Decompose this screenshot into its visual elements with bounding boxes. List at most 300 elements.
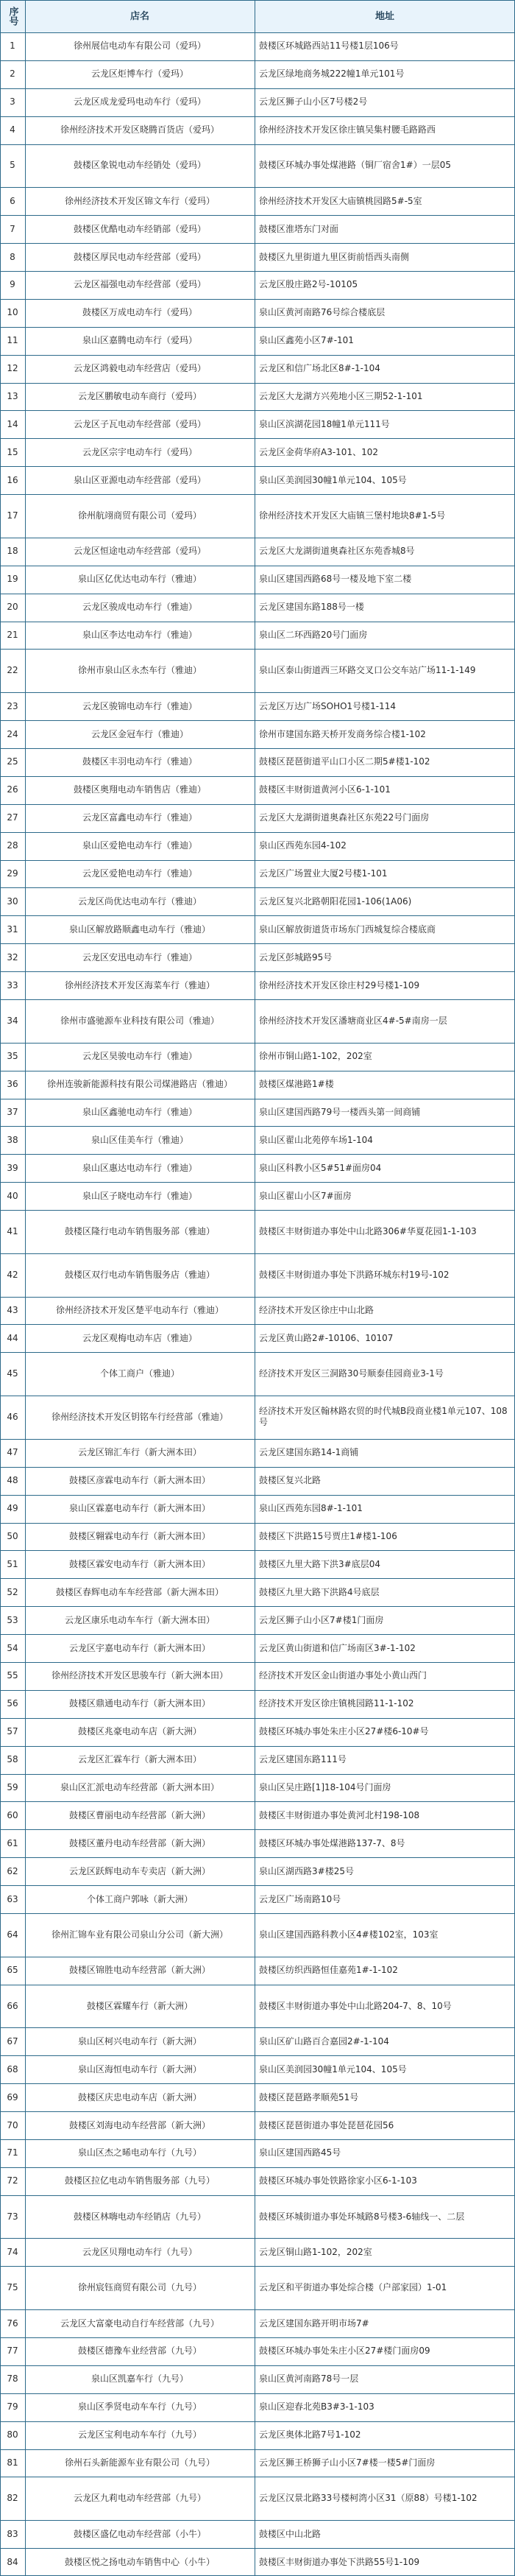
- store-name: 云龙区金冠车行（雅迪）: [90, 728, 188, 739]
- store-address: 泉山区科教小区5#51#面房04: [259, 1162, 382, 1173]
- store-address: 徐州经济技术开发区徐庄镇吴集村腰毛路路西: [259, 124, 436, 136]
- store-name: 鼓楼区优酷电动车经销部（爱玛）: [73, 223, 206, 234]
- row-divider: [0, 1467, 515, 1468]
- store-address: 泉山区迎春北苑B3#3-1-103: [259, 2401, 374, 2413]
- row-number: 43: [7, 1305, 18, 1316]
- store-name: 鼓楼区万成电动车行（爱玛）: [82, 307, 197, 318]
- store-address: 鼓楼区环城办事处朱庄小区27#楼6-10#号: [259, 1726, 429, 1737]
- store-name: 鼓楼区奥翔电动车销售店（雅迪）: [73, 784, 206, 795]
- store-address: 云龙区大龙湖方兴苑地小区三期52-1-101: [259, 391, 423, 401]
- row-divider: [0, 1523, 515, 1524]
- row-divider: [0, 271, 515, 272]
- row-number: 51: [7, 1558, 18, 1569]
- row-divider: [0, 1885, 515, 1886]
- row-divider: [0, 2083, 515, 2084]
- store-name: 泉山区凯嘉车行（九号）: [90, 2373, 188, 2385]
- store-address: 鼓楼区丰财街道办事处下洪路55号1-109: [259, 2556, 420, 2567]
- store-address: 经济技术开发区徐庄镇桃园路11-1-102: [259, 1698, 414, 1709]
- store-address: 鼓楼区丰财街道办事处下洪路环城东村19号-102: [259, 1269, 450, 1280]
- row-divider: [0, 2195, 515, 2196]
- row-number: 45: [7, 1368, 18, 1379]
- row-divider: [0, 1746, 515, 1747]
- store-name: 云龙区宗宇电动车行（爱玛）: [82, 446, 197, 457]
- row-divider: [0, 1801, 515, 1802]
- store-name: 云龙区恒途电动车经营部（爱玛）: [73, 546, 206, 557]
- row-number: 8: [10, 251, 15, 262]
- store-name: 云龙区宝利电动车车行（九号）: [77, 2429, 202, 2440]
- row-divider: [0, 832, 515, 833]
- store-name: 云龙区宇嘉电动车行（新大洲本田）: [68, 1642, 210, 1653]
- store-address: 泉山区鑫苑小区7#-101: [259, 335, 354, 346]
- store-name: 个体工商户（雅迪）: [99, 1368, 180, 1379]
- row-number: 16: [7, 474, 18, 485]
- store-name: 泉山区嘉腾电动车行（爱玛）: [82, 335, 197, 346]
- row-number: 23: [7, 700, 18, 711]
- store-address: 经济技术开发区金山街道办事处小黄山西门: [259, 1670, 427, 1681]
- row-divider: [0, 887, 515, 888]
- store-name: 鼓楼区曹丽电动车经营部（新大洲）: [68, 1809, 210, 1820]
- row-divider: [0, 187, 515, 188]
- row-divider: [0, 327, 515, 328]
- row-number: 24: [7, 728, 18, 739]
- store-name: 云龙区成龙爱玛电动车行（爱玛）: [73, 96, 206, 108]
- row-divider: [0, 2111, 515, 2112]
- row-divider: [0, 2393, 515, 2394]
- store-name: 云龙区尚优达电动车行（雅迪）: [77, 895, 202, 907]
- store-name: 泉山区解放路顺鑫电动车行（雅迪）: [68, 923, 210, 935]
- row-number: 61: [7, 1837, 18, 1848]
- row-number: 44: [7, 1332, 18, 1343]
- column-divider: [0, 0, 1, 2576]
- row-number: 60: [7, 1809, 18, 1820]
- store-address: 云龙区金荷华府A3-101、102: [259, 446, 378, 457]
- row-number: 77: [7, 2346, 18, 2357]
- store-name: 徐州连骏新能源科技有限公司煤港路店（雅迪）: [46, 1079, 232, 1090]
- row-number: 72: [7, 2175, 18, 2186]
- row-divider: [0, 1154, 515, 1155]
- store-address: 鼓楼区复兴北路: [259, 1475, 322, 1486]
- store-name: 泉山区鑫驰电动车行（雅迪）: [82, 1106, 197, 1117]
- store-address: 鼓楼区下洪路15号贾庄1#楼1-106: [259, 1530, 397, 1541]
- row-divider: [0, 804, 515, 805]
- row-divider: [0, 1662, 515, 1663]
- store-name: 徐州航翊商贸有限公司（爱玛）: [77, 510, 202, 521]
- store-name: 鼓楼区霖耀车行（新大洲）: [86, 2000, 193, 2011]
- store-address: 云龙区黄山街道和信广场南区3#-1-102: [259, 1642, 416, 1653]
- row-number: 75: [7, 2282, 18, 2293]
- row-divider: [0, 215, 515, 216]
- store-name: 鼓楼区锦胜电动车经营部（新大洲）: [68, 1965, 210, 1976]
- row-divider: [0, 355, 515, 356]
- store-name: 云龙区九莉电动车经营部（九号）: [73, 2493, 206, 2504]
- store-address: 云龙区汉景北路33号楼柯湾小区31（原88）号楼1-102: [259, 2493, 477, 2504]
- row-divider: [0, 1352, 515, 1353]
- row-divider: [0, 1439, 515, 1440]
- row-number: 17: [7, 510, 18, 521]
- row-number: 47: [7, 1447, 18, 1458]
- row-divider: [0, 776, 515, 777]
- row-number: 13: [7, 391, 18, 401]
- store-name: 鼓楼区兆豪电动车店（新大洲）: [77, 1726, 202, 1737]
- row-number: 36: [7, 1079, 18, 1090]
- store-name: 云龙区富鑫电动车行（雅迪）: [82, 812, 197, 823]
- row-number: 32: [7, 951, 18, 963]
- row-number: 48: [7, 1475, 18, 1486]
- store-address: 云龙区奥体北路7号1-102: [259, 2429, 361, 2440]
- row-divider: [0, 2337, 515, 2338]
- store-name: 鼓楼区拉亿电动车销售服务部（九号）: [64, 2175, 215, 2186]
- row-number: 18: [7, 546, 18, 557]
- row-divider: [0, 144, 515, 145]
- store-name: 鼓楼区悦之扬电动车销售中心（小牛）: [64, 2556, 215, 2567]
- store-name: 徐州经济技术开发区锦文车行（爱玛）: [64, 195, 215, 206]
- store-address: 云龙区万达广场SOHO1号楼1-114: [259, 700, 397, 711]
- store-name: 泉山区爱艳电动车行（雅迪）: [82, 840, 197, 851]
- row-number: 83: [7, 2528, 18, 2539]
- store-address: 鼓楼区琵琶街道办事处琵琶花园56: [259, 2119, 394, 2130]
- store-name: 泉山区子晓电动车行（雅迪）: [82, 1190, 197, 1201]
- store-address: 泉山区黄河南路78号一层: [259, 2373, 359, 2385]
- store-address: 鼓楼区琵琶路孝顺苑51号: [259, 2091, 359, 2102]
- row-divider: [0, 299, 515, 300]
- store-name: 徐州经济技术开发区思骏车行（新大洲本田）: [51, 1670, 228, 1681]
- store-name: 徐州展信电动车有限公司（爱玛）: [73, 41, 206, 52]
- store-address: 云龙区狮王桥狮子山小区7#楼一楼5#门面房: [259, 2457, 436, 2468]
- store-address: 鼓楼区丰财街道黄河小区6-1-101: [259, 784, 391, 795]
- row-number: 56: [7, 1698, 18, 1709]
- store-name: 鼓楼区春辉电动车车经营部（新大洲本田）: [55, 1586, 224, 1597]
- row-number: 12: [7, 363, 18, 374]
- row-number: 22: [7, 665, 18, 676]
- row-number: 11: [7, 335, 18, 346]
- store-name: 鼓楼区林嗨电动车经销店（九号）: [73, 2211, 206, 2222]
- row-divider: [0, 1126, 515, 1127]
- row-number: 68: [7, 2063, 18, 2074]
- store-name: 鼓楼区德豫车业经营部（九号）: [77, 2346, 202, 2357]
- row-divider: [0, 2027, 515, 2028]
- store-name: 鼓楼区刘海电动车经营部（新大洲）: [68, 2119, 210, 2130]
- row-number: 28: [7, 840, 18, 851]
- store-address: 云龙区大龙湖街道奥森社区东苑22号门面房: [259, 812, 430, 823]
- store-name: 泉山区海恒电动车行（新大洲）: [77, 2063, 202, 2074]
- row-number: 53: [7, 1614, 18, 1625]
- row-number: 50: [7, 1530, 18, 1541]
- row-divider: [0, 2421, 515, 2422]
- store-address: 鼓楼区环城办事处煤港路（铜厂宿舍1#）一层05: [259, 160, 451, 171]
- row-divider: [0, 1182, 515, 1183]
- row-divider: [0, 915, 515, 916]
- store-name: 泉山区柯兴电动车行（新大洲）: [77, 2035, 202, 2047]
- row-number: 42: [7, 1269, 18, 1280]
- row-divider: [0, 1829, 515, 1830]
- store-name: 泉山区汇派电动车经营部（新大洲本田）: [60, 1781, 219, 1792]
- row-divider: [0, 999, 515, 1000]
- store-name: 徐州宸钰商贸有限公司（九号）: [77, 2282, 202, 2293]
- row-divider: [0, 2365, 515, 2366]
- row-number: 69: [7, 2091, 18, 2102]
- store-name: 泉山区杰之晞电动车行（九号）: [77, 2147, 202, 2158]
- row-number: 84: [7, 2556, 18, 2567]
- row-number: 7: [10, 223, 15, 234]
- store-address: 云龙区黄山路2#-10106、10107: [259, 1332, 394, 1343]
- store-name: 云龙区跃辉电动车专卖店（新大洲）: [68, 1865, 210, 1876]
- store-address: 泉山区西苑东园8#-1-101: [259, 1503, 363, 1514]
- row-divider: [0, 748, 515, 749]
- store-name: 云龙区安迅电动车行（雅迪）: [82, 951, 197, 963]
- store-address: 泉山区建国西路79号一楼西头第一间商铺: [259, 1106, 421, 1117]
- row-number: 25: [7, 756, 18, 767]
- store-address: 徐州市建国东路天桥开发商务综合楼1-102: [259, 728, 426, 739]
- store-name: 个体工商户郭咏（新大洲）: [86, 1893, 193, 1904]
- store-address: 鼓楼区丰财街道办事处中山北路204-7、8、10号: [259, 2000, 452, 2011]
- store-address: 云龙区狮子山小区7号楼2号: [259, 96, 368, 108]
- row-divider: [0, 2309, 515, 2310]
- row-divider: [0, 692, 515, 693]
- store-name: 泉山区霖嘉电动车行（新大洲本田）: [68, 1503, 210, 1514]
- row-divider: [0, 2449, 515, 2450]
- store-address: 泉山区翟山北苑停车场1-104: [259, 1134, 373, 1145]
- store-address: 云龙区复兴北路朝阳花园1-106(1A06): [259, 895, 412, 907]
- store-name: 云龙区福强电动车经营部（爱玛）: [73, 279, 206, 290]
- store-address: 鼓楼区淮塔东门对面: [259, 223, 339, 234]
- store-address: 泉山区建国西路45号: [259, 2147, 341, 2158]
- store-address: 鼓楼区九里大路下洪3#底层04: [259, 1558, 380, 1569]
- store-address: 泉山区滨湖花园18幢1单元111号: [259, 418, 390, 429]
- row-divider: [0, 1774, 515, 1775]
- store-address: 云龙区殷庄路2号-10105: [259, 279, 358, 290]
- store-address: 云龙区铜山路1-102，202室: [259, 2246, 372, 2257]
- row-number: 54: [7, 1642, 18, 1653]
- row-divider: [0, 1550, 515, 1551]
- row-number: 3: [10, 96, 15, 108]
- row-number: 41: [7, 1225, 18, 1236]
- store-name: 云龙区大富豪电动自行车经营部（九号）: [60, 2318, 219, 2329]
- row-divider: [0, 243, 515, 244]
- store-name: 云龙区昊骏电动车行（雅迪）: [82, 1051, 197, 1062]
- row-number: 62: [7, 1865, 18, 1876]
- store-name: 云龙区康乐电动车车行（新大洲本田）: [64, 1614, 215, 1625]
- row-divider: [0, 383, 515, 384]
- row-number: 66: [7, 2000, 18, 2011]
- row-number: 33: [7, 979, 18, 990]
- store-address: 徐州经济技术开发区徐庄村29号楼1-109: [259, 979, 420, 990]
- store-address: 徐州市铜山路1-102，202室: [259, 1051, 372, 1062]
- row-number: 58: [7, 1754, 18, 1765]
- store-address: 云龙区广场置业大厦2号楼1-101: [259, 868, 388, 879]
- store-address: 云龙区广场南路10号: [259, 1893, 341, 1904]
- row-number: 64: [7, 1929, 18, 1940]
- store-address: 鼓楼区九里大路下洪路4号底层: [259, 1586, 380, 1597]
- store-address: 鼓楼区中山北路: [259, 2528, 322, 2539]
- store-address: 云龙区大龙湖街道奥森社区东苑香城8号: [259, 546, 415, 557]
- store-name: 鼓楼区鼎通电动车行（新大洲本田）: [68, 1698, 210, 1709]
- row-number: 74: [7, 2246, 18, 2257]
- row-number: 1: [10, 41, 15, 52]
- row-number: 71: [7, 2147, 18, 2158]
- store-name: 泉山区季贤电动车车行（九号）: [77, 2401, 202, 2413]
- row-number: 79: [7, 2401, 18, 2413]
- row-divider: [0, 943, 515, 944]
- row-divider: [0, 1690, 515, 1691]
- store-name: 徐州经济技术开发区晓腾百货店（爱玛）: [60, 124, 219, 136]
- row-number: 70: [7, 2119, 18, 2130]
- row-number: 76: [7, 2318, 18, 2329]
- store-name: 云龙区鹏敏电动车商行（爱玛）: [77, 391, 202, 401]
- store-address: 泉山区二环西路20号门面房: [259, 629, 368, 640]
- store-address: 鼓楼区煤港路1#楼: [259, 1079, 334, 1090]
- store-address: 泉山区美润园30幢1单元104、105号: [259, 474, 407, 485]
- store-name: 鼓楼区丰羽电动车行（雅迪）: [82, 756, 197, 767]
- store-address: 泉山区湖西路3#楼25号: [259, 1865, 354, 1876]
- store-address: 云龙区绿地商务城222幢1单元101号: [259, 68, 405, 80]
- store-name: 泉山区亚源电动车经营部（爱玛）: [73, 474, 206, 485]
- store-name: 云龙区鸿毅电动车经营店（爱玛）: [73, 363, 206, 374]
- row-number: 29: [7, 868, 18, 879]
- row-divider: [0, 1578, 515, 1579]
- row-divider: [0, 2238, 515, 2239]
- row-number: 6: [10, 195, 15, 206]
- row-number: 9: [10, 279, 15, 290]
- row-divider: [0, 2548, 515, 2549]
- store-name: 云龙区骏成电动车行（雅迪）: [82, 602, 197, 613]
- row-divider: [0, 1857, 515, 1858]
- store-name: 云龙区爱艳电动车行（雅迪）: [82, 868, 197, 879]
- row-number: 26: [7, 784, 18, 795]
- store-address: 泉山区翟山小区7#面房: [259, 1190, 352, 1201]
- row-number: 63: [7, 1893, 18, 1904]
- store-name: 鼓楼区董丹电动车经营部（新大洲）: [68, 1837, 210, 1848]
- row-divider: [0, 2139, 515, 2140]
- store-name: 云龙区子瓦电动车经营部（爱玛）: [73, 418, 206, 429]
- row-number: 59: [7, 1781, 18, 1792]
- store-address: 泉山区美润园30幢1单元104、105号: [259, 2063, 407, 2074]
- store-name: 泉山区亿优达电动车行（雅迪）: [77, 574, 202, 585]
- row-divider: [0, 116, 515, 117]
- store-name: 徐州经济技术开发区海菜车行（雅迪）: [64, 979, 215, 990]
- row-number: 20: [7, 602, 18, 613]
- store-address: 云龙区彭城路95号: [259, 951, 333, 963]
- store-address: 云龙区和平街道办事处综合楼（户部家园）1-01: [259, 2282, 447, 2293]
- store-address: 泉山区建国西路科教小区4#楼102室，103室: [259, 1929, 438, 1940]
- row-divider: [0, 1297, 515, 1298]
- header-no: 序号: [0, 0, 25, 32]
- store-name: 泉山区惠达电动车行（雅迪）: [82, 1162, 197, 1173]
- row-divider: [0, 1043, 515, 1044]
- row-divider: [0, 438, 515, 439]
- row-number: 27: [7, 812, 18, 823]
- row-divider: [0, 2055, 515, 2056]
- store-name: 鼓楼区彦霖电动车行（新大洲本田）: [68, 1475, 210, 1486]
- row-divider: [0, 2266, 515, 2267]
- header-address: 地址: [255, 0, 515, 32]
- row-divider: [0, 2167, 515, 2168]
- row-divider: [0, 860, 515, 861]
- store-address: 云龙区建国东路111号: [259, 1754, 347, 1765]
- row-divider: [0, 2520, 515, 2521]
- row-number: 46: [7, 1411, 18, 1422]
- row-number: 52: [7, 1586, 18, 1597]
- store-address: 云龙区狮子山小区7#楼1门面房: [259, 1614, 384, 1625]
- row-number: 38: [7, 1134, 18, 1145]
- row-divider: [0, 1324, 515, 1325]
- store-address: 徐州经济技术开发区大庙镇三堡村地块8#1-5号: [259, 510, 446, 521]
- store-address: 泉山区建国西路68号一楼及地下室二楼: [259, 574, 412, 585]
- store-name: 泉山区李达电动车行（雅迪）: [82, 629, 197, 640]
- row-number: 5: [10, 160, 15, 171]
- store-address: 泉山区解放街道货市场东门西城复综合楼底商: [259, 923, 436, 935]
- row-divider: [0, 494, 515, 495]
- store-name: 泉山区佳美车行（雅迪）: [90, 1134, 188, 1145]
- row-number: 39: [7, 1162, 18, 1173]
- store-address: 徐州经济技术开发区大庙镇桃园路5#-5室: [259, 195, 422, 206]
- row-number: 65: [7, 1965, 18, 1976]
- row-number: 14: [7, 418, 18, 429]
- store-address: 鼓楼区丰财街道办事处中山北路306#华夏花园1-1-103: [259, 1225, 477, 1236]
- store-address: 鼓楼区环城办事处铁路徐家小区6-1-103: [259, 2175, 417, 2186]
- row-number: 49: [7, 1503, 18, 1514]
- row-divider: [0, 1210, 515, 1211]
- row-divider: [0, 1253, 515, 1254]
- store-address: 云龙区建国东路开明市场7#: [259, 2318, 369, 2329]
- store-name: 鼓楼区双行电动车销售服务店（雅迪）: [64, 1269, 215, 1280]
- row-divider: [0, 1495, 515, 1496]
- store-address: 经济技术开发区翰林路农贸的时代城B段商业楼1单元107、108号: [259, 1406, 508, 1428]
- store-name: 鼓楼区厚民电动车经营部（爱玛）: [73, 251, 206, 262]
- row-divider: [0, 1634, 515, 1635]
- store-name: 云龙区贝翔电动车行（九号）: [82, 2246, 197, 2257]
- row-number: 73: [7, 2211, 18, 2222]
- store-address: 云龙区建国东路14-1商铺: [259, 1447, 359, 1458]
- store-address: 云龙区建国东路188号一楼: [259, 602, 364, 613]
- row-number: 57: [7, 1726, 18, 1737]
- store-name: 鼓楼区庆忠电动车店（新大洲）: [77, 2091, 202, 2102]
- store-address: 鼓楼区纺织西路恒佳嘉苑1#-1-102: [259, 1965, 398, 1976]
- row-number: 35: [7, 1051, 18, 1062]
- store-name: 鼓楼区象锐电动车经销处（爱玛）: [73, 160, 206, 171]
- row-number: 67: [7, 2035, 18, 2047]
- store-address: 鼓楼区环城路西站11号楼1层106号: [259, 41, 399, 52]
- row-number: 40: [7, 1190, 18, 1201]
- store-address: 鼓楼区环城办事处朱庄小区27#楼门面房09: [259, 2346, 430, 2357]
- row-number: 31: [7, 923, 18, 935]
- store-address: 泉山区矿山路百合嘉园2#-1-104: [259, 2035, 389, 2047]
- row-divider: [0, 720, 515, 721]
- store-name: 鼓楼区盛亿电动车经营部（小牛）: [73, 2528, 206, 2539]
- store-address: 鼓楼区琵琶街道平山口小区二期5#楼1-102: [259, 756, 430, 767]
- store-address: 徐州经济技术开发区潘塘商业区4#-5#南房一层: [259, 1015, 447, 1026]
- store-address: 鼓楼区环城办事处煤港路137-7、8号: [259, 1837, 405, 1848]
- row-number: 15: [7, 446, 18, 457]
- store-name: 云龙区观梅电动车店（雅迪）: [82, 1332, 197, 1343]
- row-divider: [0, 649, 515, 650]
- store-address: 泉山区西苑东园4-102: [259, 840, 347, 851]
- store-name: 徐州经济技术开发区楚平电动车行（雅迪）: [55, 1305, 224, 1316]
- store-name: 鼓楼区翱霖电动车行（新大洲本田）: [68, 1530, 210, 1541]
- row-divider: [0, 1913, 515, 1914]
- row-divider: [0, 0, 515, 1]
- row-number: 19: [7, 574, 18, 585]
- row-divider: [0, 1606, 515, 1607]
- row-divider: [0, 466, 515, 467]
- store-address: 鼓楼区环城街道办事处环城路8号楼3-6轴线一、二层: [259, 2211, 465, 2222]
- row-number: 82: [7, 2493, 18, 2504]
- store-name: 云龙区炬博车行（爱玛）: [90, 68, 188, 80]
- row-divider: [0, 1718, 515, 1719]
- row-number: 2: [10, 68, 15, 80]
- row-number: 80: [7, 2429, 18, 2440]
- row-divider: [0, 88, 515, 89]
- store-address: 鼓楼区九里街道九里区街前悟西头南侧: [259, 251, 410, 262]
